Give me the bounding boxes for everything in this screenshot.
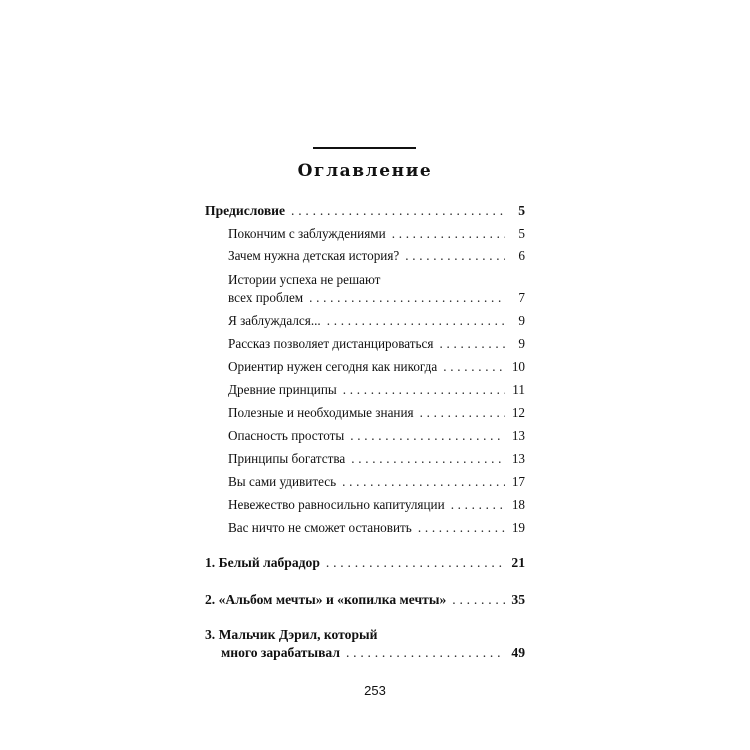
toc-chapter[interactable] [205,555,525,571]
toc-entry-preface[interactable] [205,203,525,219]
toc-entry-page: 13 [511,451,525,466]
toc-chapter-label-line1[interactable]: 3. Мальчик Дэрил, который [205,627,378,642]
toc-entry-page: 12 [511,405,525,420]
toc-entry-label: Вы сами удивитесь [228,474,337,489]
toc-chapter-page: 49 [511,645,525,660]
toc-chapter-label: много зарабатывал [221,645,340,660]
dot-leader [351,451,505,467]
toc-heading: Оглавление [297,161,433,181]
toc-chapter[interactable] [221,645,525,661]
toc-entry-page: 11 [512,382,525,397]
toc-chapter[interactable] [205,592,525,608]
dot-leader [350,428,505,444]
dot-leader [343,382,505,398]
toc-entry[interactable] [228,497,525,513]
toc-entry-label: Предисловие [205,203,286,218]
dot-leader [420,405,505,421]
toc-entry[interactable] [228,336,525,352]
toc-entry-page: 9 [518,336,525,351]
toc-entry-page: 5 [518,203,525,218]
toc-entry-label: Полезные и необходимые знания [228,405,414,420]
dot-leader [342,474,505,490]
toc-entry-page: 18 [511,497,525,512]
dot-leader [418,520,505,536]
toc-entry-label-line1[interactable]: Истории успеха не решают [228,272,381,287]
dot-leader [291,203,505,219]
toc-entry-label: Невежество равносильно капитуляции [228,497,445,512]
toc-entry-label: Зачем нужна детская история? [228,248,400,263]
toc-entry-page: 7 [518,290,525,305]
toc-entry[interactable] [228,313,525,329]
toc-entry-page: 5 [518,226,525,241]
toc-entry-label: Покончим с заблуждениями [228,226,386,241]
toc-entry-page: 17 [511,474,525,489]
dot-leader [392,226,505,242]
toc-entry-label: Древние принципы [228,382,337,397]
toc-entry[interactable] [228,474,525,490]
toc-entry-label: Вас ничто не сможет остановить [228,520,412,535]
dot-leader [346,645,505,661]
toc-entry-page: 13 [511,428,525,443]
toc-entry[interactable] [228,451,525,467]
dot-leader [443,359,505,375]
dot-leader [452,592,505,608]
toc-entry[interactable] [228,382,525,398]
toc-entry[interactable] [228,428,525,444]
dot-leader [439,336,505,352]
toc-entry[interactable] [228,290,525,306]
toc-entry[interactable] [228,359,525,375]
dot-leader [405,248,505,264]
toc-entry[interactable] [228,226,525,242]
toc-entry-label: всех проблем [228,290,304,305]
dot-leader [327,313,505,329]
dot-leader [451,497,505,513]
toc-entry-label: Я заблуждался... [228,313,321,328]
toc-entry-label: Опасность простоты [228,428,345,443]
toc-entry[interactable] [228,248,525,264]
toc-entry-page: 9 [518,313,525,328]
toc-entry-label: Принципы богатства [228,451,346,466]
toc-entry[interactable] [228,520,525,536]
toc-entry-label: Рассказ позволяет дистанцироваться [228,336,434,351]
toc-chapter-page: 35 [511,592,525,607]
toc-chapter-page: 21 [511,555,525,570]
dot-leader [326,555,505,571]
toc-chapter-label: 1. Белый лабрадор [205,555,320,570]
toc-entry-page: 19 [511,520,525,535]
dot-leader [309,290,505,306]
toc-entry-page: 10 [511,359,525,374]
toc-entry-label: Ориентир нужен сегодня как никогда [228,359,438,374]
toc-entry[interactable] [228,405,525,421]
toc-chapter-label: 2. «Альбом мечты» и «копилка мечты» [205,592,447,607]
page-number: 253 [364,683,386,698]
toc-entry-page: 6 [518,248,525,263]
